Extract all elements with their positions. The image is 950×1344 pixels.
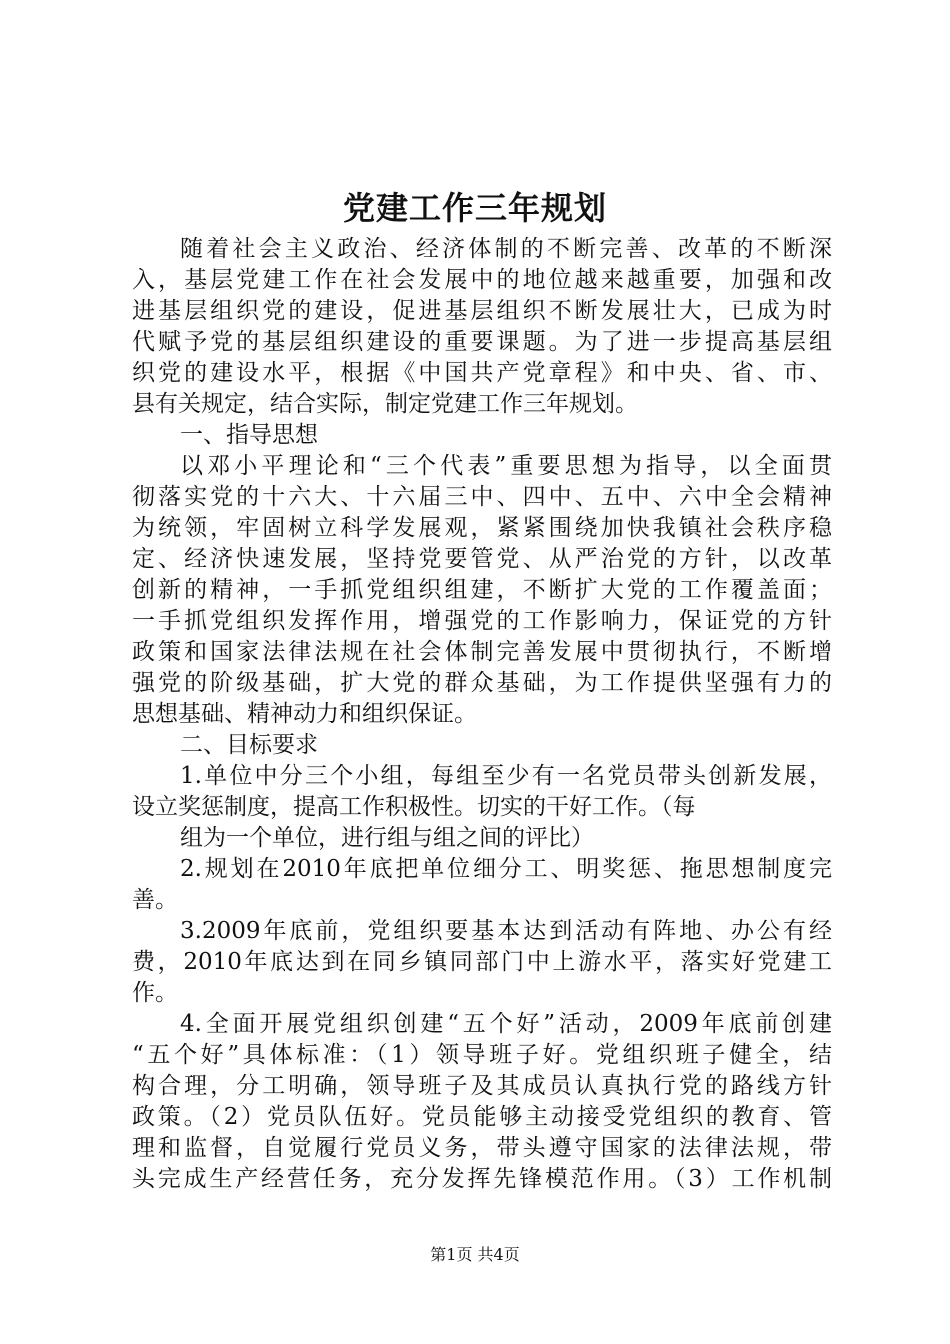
text-line: 政策。（2）党员队伍好。党员能够主动接受党组织的教育、管 xyxy=(132,1104,832,1130)
text-line: 构合理，分工明确，领导班子及其成员认真执行党的路线方针 xyxy=(132,1073,832,1099)
text-line: 3.2009年底前，党组织要基本达到活动有阵地、办公有经 xyxy=(180,918,832,944)
document-title: 党建工作三年规划 xyxy=(342,189,607,227)
text-line: 县有关规定，结合实际，制定党建工作三年规划。 xyxy=(132,391,638,417)
text-line: 代赋予党的基层组织建设的重要课题。为了进一步提高基层组 xyxy=(132,329,832,355)
text-line: 进基层组织党的建设，促进基层组织不断发展壮大，已成为时 xyxy=(132,298,832,324)
page-number-footer: 第1页 共4页 xyxy=(430,1245,520,1264)
text-line: 为统领，牢固树立科学发展观，紧紧围绕加快我镇社会秩序稳 xyxy=(132,515,832,541)
text-line: 随着社会主义政治、经济体制的不断完善、改革的不断深 xyxy=(180,236,832,262)
text-line: 定、经济快速发展，坚持党要管党、从严治党的方针，以改革 xyxy=(132,546,832,572)
text-line: 入，基层党建工作在社会发展中的地位越来越重要，加强和改 xyxy=(132,267,832,293)
text-line: 善。 xyxy=(132,887,178,913)
text-line: 1.单位中分三个小组，每组至少有一名党员带头创新发展， xyxy=(180,763,832,789)
text-line: 设立奖惩制度，提高工作积极性。切实的干好工作。（每 xyxy=(132,794,696,820)
text-line: 头完成生产经营任务，充分发挥先锋模范作用。（3）工作机制 xyxy=(132,1166,832,1192)
text-line: “五个好”具体标准：（1）领导班子好。党组织班子健全，结 xyxy=(132,1042,832,1068)
text-line: 织党的建设水平，根据《中国共产党章程》和中央、省、市、 xyxy=(132,360,832,386)
text-line: 创新的精神，一手抓党组织组建，不断扩大党的工作覆盖面； xyxy=(132,577,832,603)
text-line: 以邓小平理论和“三个代表”重要思想为指导，以全面贯 xyxy=(180,453,832,479)
text-line: 2.规划在2010年底把单位细分工、明奖惩、拖思想制度完 xyxy=(180,856,832,882)
text-line: 4.全面开展党组织创建“五个好”活动，2009年底前创建 xyxy=(180,1011,832,1037)
section-heading: 一、指导思想 xyxy=(180,422,318,448)
text-line: 作。 xyxy=(132,980,178,1006)
document-body xyxy=(132,234,832,1195)
text-line: 组为一个单位，进行组与组之间的评比） xyxy=(180,825,594,851)
text-line: 理和监督，自觉履行党员义务，带头遵守国家的法律法规，带 xyxy=(132,1135,832,1161)
section-heading: 二、目标要求 xyxy=(180,732,318,758)
text-line: 政策和国家法律法规在社会体制完善发展中贯彻执行，不断增 xyxy=(132,639,832,665)
text-line: 一手抓党组织发挥作用，增强党的工作影响力，保证党的方针 xyxy=(132,608,832,634)
text-line: 思想基础、精神动力和组织保证。 xyxy=(132,701,477,727)
text-line: 彻落实党的十六大、十六届三中、四中、五中、六中全会精神 xyxy=(132,484,832,510)
text-line: 强党的阶级基础，扩大党的群众基础，为工作提供坚强有力的 xyxy=(132,670,832,696)
text-line: 费，2010年底达到在同乡镇同部门中上游水平，落实好党建工 xyxy=(132,949,832,975)
